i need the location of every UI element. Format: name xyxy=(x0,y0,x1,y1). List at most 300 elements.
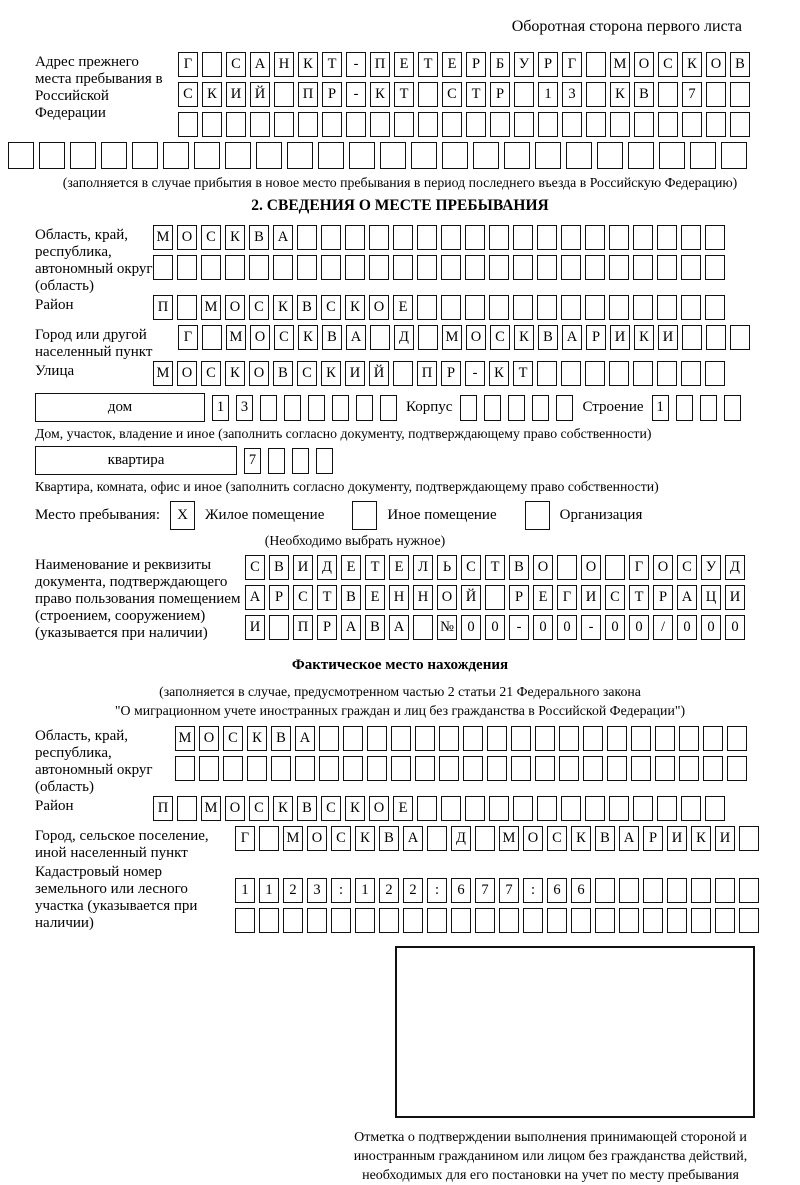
char-box xyxy=(619,908,639,933)
char-box xyxy=(466,112,486,137)
char-box xyxy=(250,112,270,137)
char-box: - xyxy=(465,361,485,386)
char-box xyxy=(249,255,269,280)
char-box: С xyxy=(658,52,678,77)
char-box xyxy=(537,796,557,821)
char-box: Т xyxy=(513,361,533,386)
char-box xyxy=(730,325,750,350)
char-box: М xyxy=(499,826,519,851)
char-row-prev-3 xyxy=(178,112,754,137)
section2-title: 2. СВЕДЕНИЯ О МЕСТЕ ПРЕБЫВАНИЯ xyxy=(251,197,549,214)
document-rows xyxy=(245,555,749,645)
char-box: П xyxy=(417,361,437,386)
char-box xyxy=(511,756,531,781)
char-box xyxy=(508,395,525,421)
char-row-prev-2 xyxy=(178,82,754,107)
char-box: К xyxy=(247,726,267,751)
char-box: М xyxy=(175,726,195,751)
char-box xyxy=(556,395,573,421)
char-row-cadastral-1 xyxy=(235,878,763,903)
actual-region-rows xyxy=(175,726,751,786)
char-box xyxy=(657,796,677,821)
char-box: Н xyxy=(389,585,409,610)
char-box xyxy=(202,325,222,350)
char-box: : xyxy=(523,878,543,903)
char-box: Д xyxy=(394,325,414,350)
char-box: В xyxy=(538,325,558,350)
actual-city-label: Город, сельское поселение, иной населенный пункт xyxy=(35,828,209,861)
char-box: Н xyxy=(274,52,294,77)
char-box xyxy=(427,826,447,851)
char-box xyxy=(442,142,468,169)
actual-district-section xyxy=(0,796,800,826)
char-box xyxy=(633,295,653,320)
char-box: С xyxy=(274,325,294,350)
char-box xyxy=(489,295,509,320)
region-rows xyxy=(153,225,729,285)
char-box: И xyxy=(581,585,601,610)
char-box: О xyxy=(249,361,269,386)
char-box: Т xyxy=(317,585,337,610)
char-box xyxy=(681,361,701,386)
actual-location-title: Фактическое место нахождения xyxy=(291,657,509,673)
char-box xyxy=(634,112,654,137)
char-row-document-2 xyxy=(245,585,749,610)
char-box: В xyxy=(249,225,269,250)
char-box xyxy=(655,756,675,781)
char-box: 1 xyxy=(652,395,669,421)
char-box xyxy=(681,255,701,280)
char-box xyxy=(463,726,483,751)
char-box: 3 xyxy=(562,82,582,107)
char-box: М xyxy=(610,52,630,77)
char-box xyxy=(343,726,363,751)
char-box: 3 xyxy=(236,395,253,421)
char-box: 7 xyxy=(682,82,702,107)
char-box xyxy=(633,361,653,386)
char-box xyxy=(535,756,555,781)
char-box xyxy=(659,142,685,169)
char-box: П xyxy=(370,52,390,77)
char-box xyxy=(370,112,390,137)
char-box xyxy=(287,142,313,169)
region-label: Область, край, республика, автономный округ (область) xyxy=(35,227,153,294)
char-box xyxy=(226,112,246,137)
char-box xyxy=(538,112,558,137)
char-box xyxy=(532,395,549,421)
char-box: С xyxy=(677,555,697,580)
char-box: А xyxy=(562,325,582,350)
street-section xyxy=(0,361,800,391)
char-box: И xyxy=(725,585,745,610)
char-box xyxy=(705,225,725,250)
char-box xyxy=(391,756,411,781)
char-box xyxy=(283,908,303,933)
char-box xyxy=(439,726,459,751)
char-box: О xyxy=(199,726,219,751)
char-box: С xyxy=(249,796,269,821)
char-box: И xyxy=(658,325,678,350)
char-box: А xyxy=(389,615,409,640)
char-box: А xyxy=(346,325,366,350)
char-box: - xyxy=(509,615,529,640)
char-box xyxy=(441,295,461,320)
char-box: О xyxy=(307,826,327,851)
char-box: Ц xyxy=(701,585,721,610)
char-box xyxy=(8,142,34,169)
char-box: Е xyxy=(393,796,413,821)
char-box xyxy=(562,112,582,137)
char-box: Г xyxy=(235,826,255,851)
char-box xyxy=(345,225,365,250)
char-box xyxy=(667,878,687,903)
char-box xyxy=(561,361,581,386)
checkbox-organization xyxy=(525,501,550,530)
char-box: О xyxy=(177,361,197,386)
char-box xyxy=(319,756,339,781)
char-box xyxy=(194,142,220,169)
char-box: А xyxy=(403,826,423,851)
document-section xyxy=(0,555,800,645)
char-box xyxy=(439,756,459,781)
char-box xyxy=(256,142,282,169)
char-box: В xyxy=(365,615,385,640)
char-box: К xyxy=(514,325,534,350)
char-box xyxy=(417,295,437,320)
char-box xyxy=(369,255,389,280)
char-box: - xyxy=(581,615,601,640)
char-box: В xyxy=(269,555,289,580)
char-box xyxy=(633,225,653,250)
char-box xyxy=(609,225,629,250)
char-box xyxy=(631,756,651,781)
char-box: Й xyxy=(250,82,270,107)
char-box xyxy=(739,826,759,851)
char-box: 0 xyxy=(557,615,577,640)
char-row-street xyxy=(153,361,729,386)
char-box: Е xyxy=(442,52,462,77)
char-box xyxy=(631,726,651,751)
char-box xyxy=(609,796,629,821)
char-box xyxy=(415,756,435,781)
stay-place-section xyxy=(0,501,800,530)
char-box xyxy=(475,908,495,933)
char-box xyxy=(658,82,678,107)
apartment-note: Квартира, комната, офис и иное (заполнить согласно документу, подтверждающему право собственности) xyxy=(35,479,659,494)
char-box xyxy=(739,878,759,903)
char-row-house-number xyxy=(212,395,404,421)
char-box xyxy=(657,295,677,320)
char-box xyxy=(610,112,630,137)
char-row-prev-1 xyxy=(178,52,754,77)
char-box xyxy=(595,908,615,933)
char-box xyxy=(393,255,413,280)
city-section xyxy=(0,325,800,361)
char-box: С xyxy=(245,555,265,580)
actual-region-label: Область, край, республика, автономный округ (область) xyxy=(35,728,153,795)
char-box xyxy=(411,142,437,169)
char-box xyxy=(394,112,414,137)
char-row-city xyxy=(178,325,754,350)
char-row-prev-4 xyxy=(0,142,800,169)
char-box xyxy=(451,908,471,933)
char-box: К xyxy=(345,796,365,821)
char-box: С xyxy=(547,826,567,851)
char-box xyxy=(235,908,255,933)
char-box: И xyxy=(245,615,265,640)
char-box: 6 xyxy=(451,878,471,903)
char-box xyxy=(178,112,198,137)
char-box xyxy=(223,756,243,781)
char-box xyxy=(259,908,279,933)
char-box xyxy=(343,756,363,781)
char-box: О xyxy=(225,295,245,320)
char-box xyxy=(345,255,365,280)
char-box xyxy=(547,908,567,933)
char-box xyxy=(417,255,437,280)
char-box xyxy=(537,295,557,320)
char-box: П xyxy=(298,82,318,107)
char-box xyxy=(730,112,750,137)
char-box: С xyxy=(201,361,221,386)
char-box xyxy=(346,112,366,137)
char-box: К xyxy=(682,52,702,77)
char-box: В xyxy=(509,555,529,580)
char-box xyxy=(514,112,534,137)
char-box xyxy=(393,225,413,250)
char-box xyxy=(703,726,723,751)
char-box xyxy=(658,112,678,137)
char-box: А xyxy=(245,585,265,610)
char-box xyxy=(557,555,577,580)
apartment-section xyxy=(0,446,800,475)
char-box: Р xyxy=(653,585,673,610)
char-box: Т xyxy=(466,82,486,107)
char-box: О xyxy=(634,52,654,77)
char-box xyxy=(583,726,603,751)
cadastral-label: Кадастровый номер земельного или лесного участка (указывается при наличии) xyxy=(35,864,198,931)
char-box xyxy=(465,796,485,821)
char-box xyxy=(586,112,606,137)
char-box xyxy=(380,395,397,421)
char-box: К xyxy=(273,295,293,320)
actual-district-label: Район xyxy=(35,798,74,814)
char-box: № xyxy=(437,615,457,640)
char-box xyxy=(511,726,531,751)
char-box: К xyxy=(321,361,341,386)
char-box xyxy=(705,255,725,280)
char-box xyxy=(427,908,447,933)
char-box xyxy=(297,225,317,250)
char-box xyxy=(513,225,533,250)
actual-city-section xyxy=(0,826,800,862)
char-box xyxy=(609,295,629,320)
char-box: 2 xyxy=(379,878,399,903)
char-box xyxy=(504,142,530,169)
char-box: 3 xyxy=(307,878,327,903)
char-box: К xyxy=(634,325,654,350)
char-box: Г xyxy=(562,52,582,77)
actual-location-notes xyxy=(0,682,800,720)
char-box xyxy=(269,615,289,640)
char-box: Т xyxy=(629,585,649,610)
char-box: С xyxy=(490,325,510,350)
char-box: К xyxy=(202,82,222,107)
char-box: Е xyxy=(394,52,414,77)
char-box xyxy=(721,142,747,169)
option-residential-label: Жилое помещение xyxy=(205,507,325,523)
confirmation-stamp-box xyxy=(395,946,755,1118)
char-box: О xyxy=(177,225,197,250)
stay-place-label: Место пребывания: xyxy=(35,507,160,523)
char-box xyxy=(177,295,197,320)
char-box xyxy=(322,112,342,137)
char-box: С xyxy=(321,796,341,821)
char-box xyxy=(633,796,653,821)
char-box: Г xyxy=(178,325,198,350)
char-box xyxy=(465,225,485,250)
char-box xyxy=(369,225,389,250)
char-box xyxy=(295,756,315,781)
char-box: О xyxy=(533,555,553,580)
char-box: 2 xyxy=(283,878,303,903)
char-box: И xyxy=(293,555,313,580)
char-box xyxy=(316,448,333,474)
char-box xyxy=(585,225,605,250)
char-box: - xyxy=(346,52,366,77)
char-box xyxy=(619,878,639,903)
char-box: Т xyxy=(485,555,505,580)
char-box xyxy=(39,142,65,169)
char-box xyxy=(473,142,499,169)
checkbox-residential: X xyxy=(170,501,195,530)
char-box xyxy=(559,756,579,781)
char-box xyxy=(585,796,605,821)
char-box: С xyxy=(442,82,462,107)
char-box: М xyxy=(153,361,173,386)
char-box xyxy=(465,255,485,280)
char-box: К xyxy=(370,82,390,107)
char-box: Т xyxy=(418,52,438,77)
char-box xyxy=(585,255,605,280)
char-box: К xyxy=(691,826,711,851)
char-box: В xyxy=(595,826,615,851)
char-box: О xyxy=(581,555,601,580)
char-box xyxy=(413,615,433,640)
char-box: Й xyxy=(369,361,389,386)
char-box xyxy=(727,756,747,781)
char-row-apartment-number xyxy=(244,448,340,474)
char-box: О xyxy=(369,796,389,821)
char-box: Б xyxy=(490,52,510,77)
char-box xyxy=(489,796,509,821)
char-box: - xyxy=(346,82,366,107)
char-box xyxy=(513,295,533,320)
char-box xyxy=(679,726,699,751)
char-box xyxy=(318,142,344,169)
char-box: М xyxy=(201,796,221,821)
char-box: Д xyxy=(451,826,471,851)
char-box xyxy=(597,142,623,169)
char-box xyxy=(489,255,509,280)
char-box xyxy=(705,361,725,386)
char-box: Р xyxy=(269,585,289,610)
char-box xyxy=(609,361,629,386)
char-row-cadastral-2 xyxy=(235,908,763,933)
char-box xyxy=(607,726,627,751)
char-box: А xyxy=(341,615,361,640)
option-organization-label: Организация xyxy=(559,507,643,523)
char-box xyxy=(559,726,579,751)
char-box xyxy=(307,908,327,933)
char-box: У xyxy=(514,52,534,77)
char-row-act-district xyxy=(153,796,729,821)
char-box xyxy=(308,395,325,421)
char-box: К xyxy=(571,826,591,851)
char-box: О xyxy=(250,325,270,350)
char-box: Р xyxy=(317,615,337,640)
char-row-stroenie xyxy=(652,395,748,421)
char-box xyxy=(681,796,701,821)
cadastral-section xyxy=(0,862,800,938)
char-box xyxy=(727,726,747,751)
char-box xyxy=(655,726,675,751)
char-box: П xyxy=(153,796,173,821)
char-box: В xyxy=(273,361,293,386)
char-box xyxy=(356,395,373,421)
char-box: И xyxy=(667,826,687,851)
char-box xyxy=(706,325,726,350)
char-box xyxy=(101,142,127,169)
char-box xyxy=(153,255,173,280)
char-box: Р xyxy=(441,361,461,386)
char-box: О xyxy=(466,325,486,350)
char-box: В xyxy=(341,585,361,610)
char-box: Т xyxy=(394,82,414,107)
char-box xyxy=(705,295,725,320)
prev-address-note: (заполняется в случае прибытия в новое место пребывания в период последнего въезда в Российскую Федерацию) xyxy=(62,175,738,190)
char-box: М xyxy=(283,826,303,851)
char-box xyxy=(274,112,294,137)
char-box: Р xyxy=(466,52,486,77)
char-box: 7 xyxy=(475,878,495,903)
char-box: 1 xyxy=(538,82,558,107)
city-label: Город или другой населенный пункт xyxy=(35,327,153,360)
char-box xyxy=(163,142,189,169)
char-box: А xyxy=(273,225,293,250)
char-box: О xyxy=(225,796,245,821)
char-box xyxy=(682,325,702,350)
char-box xyxy=(465,295,485,320)
char-box: В xyxy=(271,726,291,751)
char-box: О xyxy=(523,826,543,851)
char-box: С xyxy=(461,555,481,580)
char-box xyxy=(355,908,375,933)
char-box: Е xyxy=(393,295,413,320)
char-box: Н xyxy=(413,585,433,610)
char-box xyxy=(585,295,605,320)
char-box xyxy=(667,908,687,933)
char-box xyxy=(561,295,581,320)
document-label: Наименование и реквизиты документа, подтверждающего право пользования помещением (строением, сооружением) (указывается при наличии) xyxy=(35,557,241,641)
actual-location-note-1: (заполняется в случае, предусмотренном частью 2 статьи 21 Федерального закона xyxy=(159,684,641,699)
char-box: И xyxy=(345,361,365,386)
char-box: В xyxy=(730,52,750,77)
char-box xyxy=(643,908,663,933)
char-box: Р xyxy=(322,82,342,107)
char-box: 1 xyxy=(355,878,375,903)
char-box xyxy=(513,255,533,280)
